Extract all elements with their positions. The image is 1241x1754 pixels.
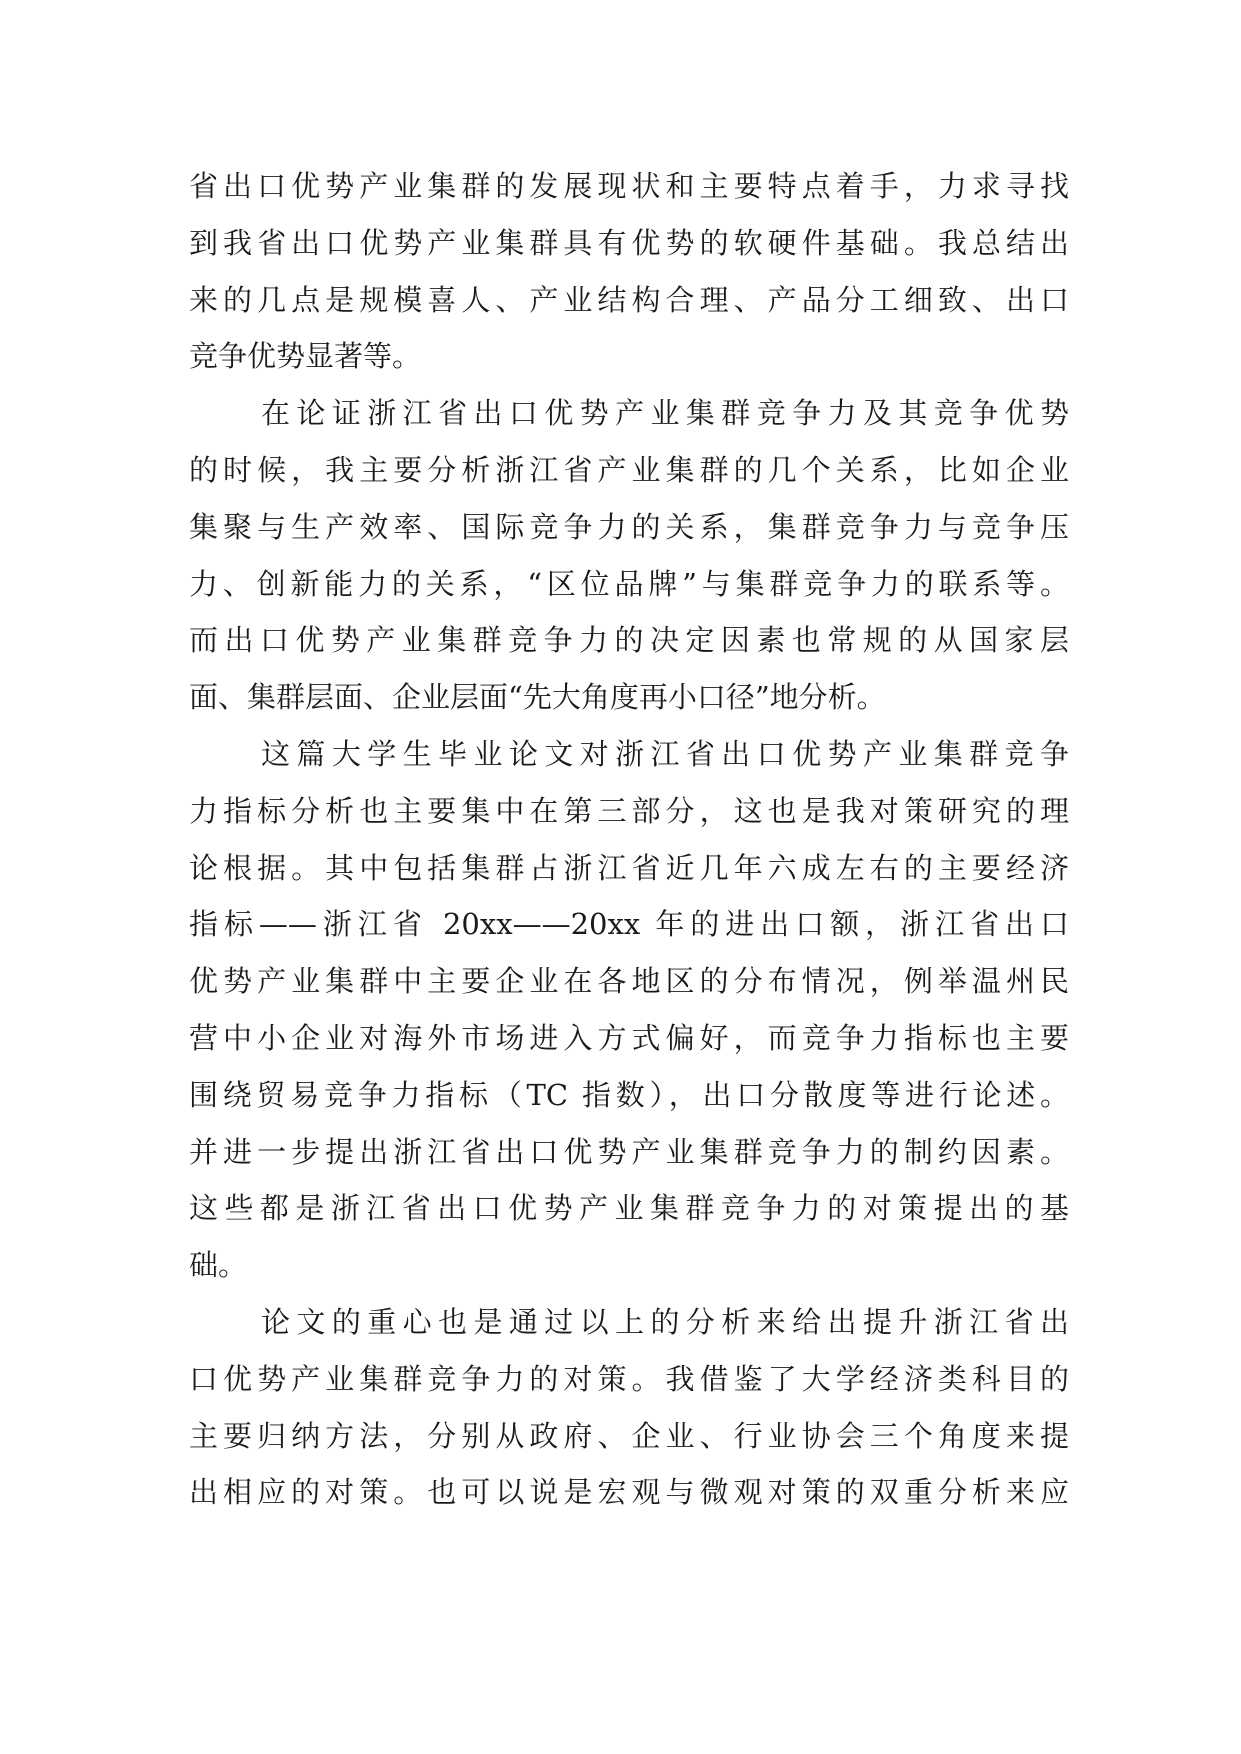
text-line: 省出口优势产业集群的发展现状和主要特点着手，力求寻找 — [189, 169, 1069, 203]
text-line: 在论证浙江省出口优势产业集群竞争力及其竞争优势 — [261, 396, 1069, 431]
text-line: 指标——浙江省 20xx——20xx 年的进出口额，浙江省出口 — [189, 907, 1069, 942]
text-line: 集聚与生产效率、国际竞争力的关系，集群竞争力与竞争压 — [189, 509, 1069, 544]
text-line: 力指标分析也主要集中在第三部分，这也是我对策研究的理 — [189, 793, 1069, 828]
text-line: 并进一步提出浙江省出口优势产业集群竞争力的制约因素。 — [189, 1134, 1069, 1169]
text-line: 论文的重心也是通过以上的分析来给出提升浙江省出 — [261, 1304, 1069, 1339]
text-line: 础。 — [189, 1248, 248, 1283]
text-line: 口优势产业集群竞争力的对策。我借鉴了大学经济类科目的 — [189, 1361, 1069, 1396]
paragraph — [189, 158, 1069, 385]
text-line: 而出口优势产业集群竞争力的决定因素也常规的从国家层 — [189, 623, 1069, 658]
paragraph — [189, 385, 1069, 726]
paragraph — [189, 726, 1069, 1294]
text-line: 到我省出口优势产业集群具有优势的软硬件基础。我总结出 — [189, 225, 1069, 260]
text-line: 力、创新能力的关系，“区位品牌”与集群竞争力的联系等。 — [189, 566, 1069, 601]
text-line: 主要归纳方法，分别从政府、企业、行业协会三个角度来提 — [189, 1418, 1069, 1453]
body-text — [189, 158, 1069, 1521]
text-line: 出相应的对策。也可以说是宏观与微观对策的双重分析来应 — [189, 1475, 1069, 1510]
text-line: 优势产业集群中主要企业在各地区的分布情况，例举温州民 — [189, 964, 1069, 999]
paragraph — [189, 1294, 1069, 1521]
text-line: 面、集群层面、企业层面“先大角度再小口径”地分析。 — [189, 680, 886, 715]
text-line: 来的几点是规模喜人、产业结构合理、产品分工细致、出口 — [189, 282, 1069, 317]
text-line: 的时候，我主要分析浙江省产业集群的几个关系，比如企业 — [189, 452, 1069, 487]
text-line: 论根据。其中包括集群占浙江省近几年六成左右的主要经济 — [189, 850, 1069, 885]
text-line: 围绕贸易竞争力指标（TC 指数），出口分散度等进行论述。 — [189, 1077, 1069, 1112]
text-line: 竞争优势显著等。 — [189, 339, 422, 374]
text-line: 这些都是浙江省出口优势产业集群竞争力的对策提出的基 — [189, 1191, 1069, 1226]
text-line: 这篇大学生毕业论文对浙江省出口优势产业集群竞争 — [261, 736, 1069, 771]
text-line: 营中小企业对海外市场进入方式偏好，而竞争力指标也主要 — [189, 1020, 1069, 1055]
